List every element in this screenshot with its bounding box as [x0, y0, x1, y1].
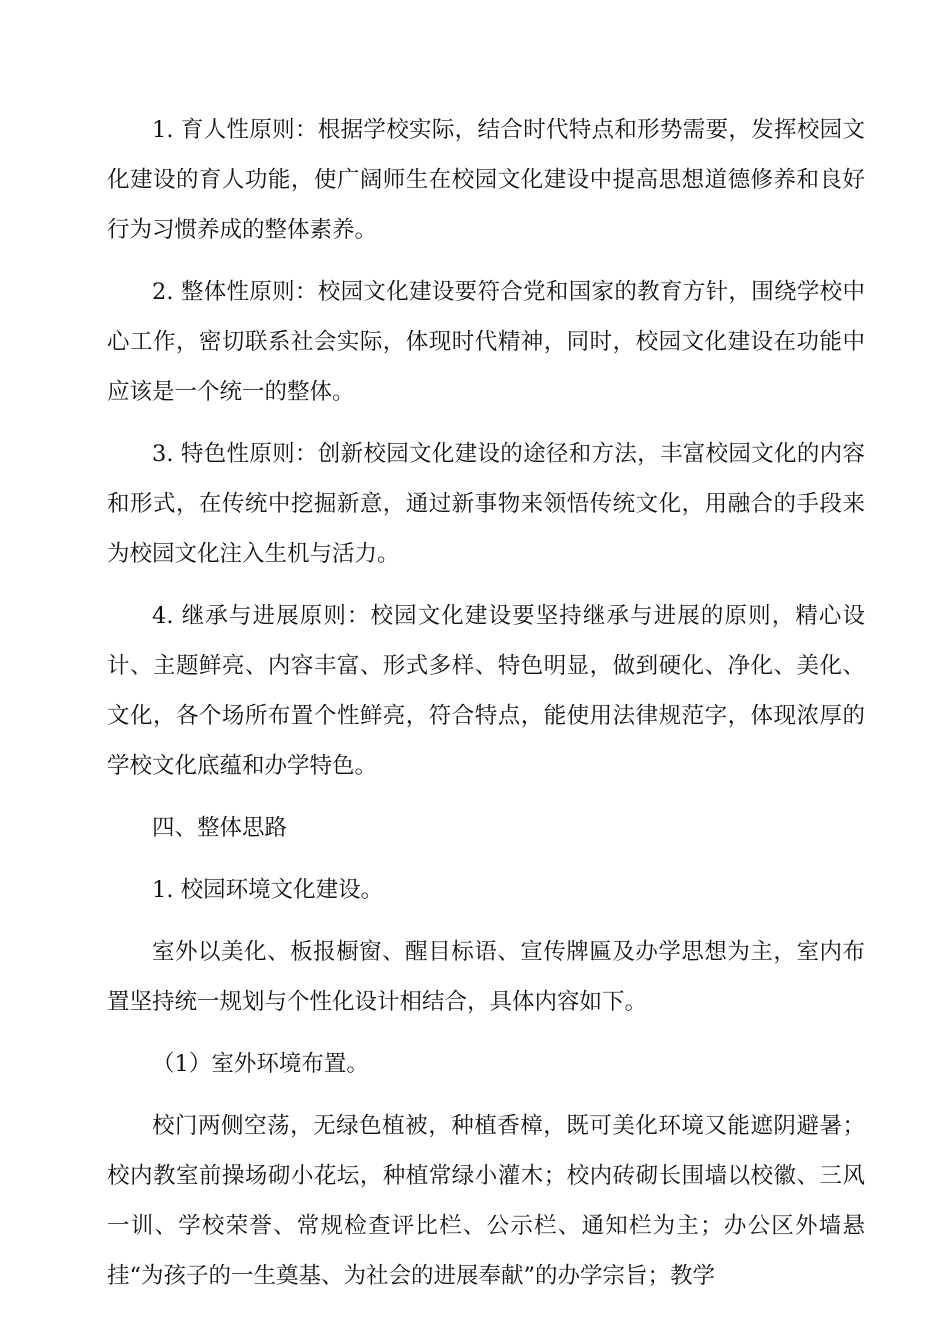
paragraph-principle-4: 4. 继承与进展原则：校园文化建设要坚持继承与进展的原则，精心设计、主题鲜亮、内容丰富、形式多样、特色明显，做到硬化、净化、美化、文化，各个场所布置个性鲜亮，符合特点，能使用法律规范字，体现浓厚的学校文化底蕴和办学特色。: [107, 603, 865, 779]
item-heading: （1）室外环境布置。: [152, 1051, 369, 1077]
section-heading: 四、整体思路: [152, 815, 288, 841]
paragraph-outdoor: 校门两侧空荡，无绿色植被，种植香樟，既可美化环境又能遮阴避暑；校内教室前操场砌小花坛，种植常绿小灌木；校内砖砌长围墙以校徽、三风一训、学校荣誉、常规检查评比栏、公示栏、通知栏为主；办公区外墙悬挂“为孩子的一生奠基、为社会的进展奉献”的办学宗旨；教学: [107, 1113, 865, 1289]
paragraph-overview: 室外以美化、板报橱窗、醒目标语、宣传牌匾及办学思想为主，室内布置坚持统一规划与个性化设计相结合，具体内容如下。: [107, 939, 865, 1015]
document-page: [107, 105, 865, 1313]
paragraph-principle-2: 2. 整体性原则：校园文化建设要符合党和国家的教育方针，围绕学校中心工作，密切联系社会实际，体现时代精神，同时，校园文化建设在功能中应该是一个统一的整体。: [107, 279, 865, 405]
paragraph-principle-1: 1. 育人性原则：根据学校实际，结合时代特点和形势需要，发挥校园文化建设的育人功能，使广阔师生在校园文化建设中提高思想道德修养和良好行为习惯养成的整体素养。: [107, 117, 865, 243]
subsection-heading: 1. 校园环境文化建设。: [152, 877, 384, 903]
paragraph-principle-3: 3. 特色性原则：创新校园文化建设的途径和方法，丰富校园文化的内容和形式，在传统中挖掘新意，通过新事物来领悟传统文化，用融合的手段来为校园文化注入生机与活力。: [107, 441, 865, 567]
